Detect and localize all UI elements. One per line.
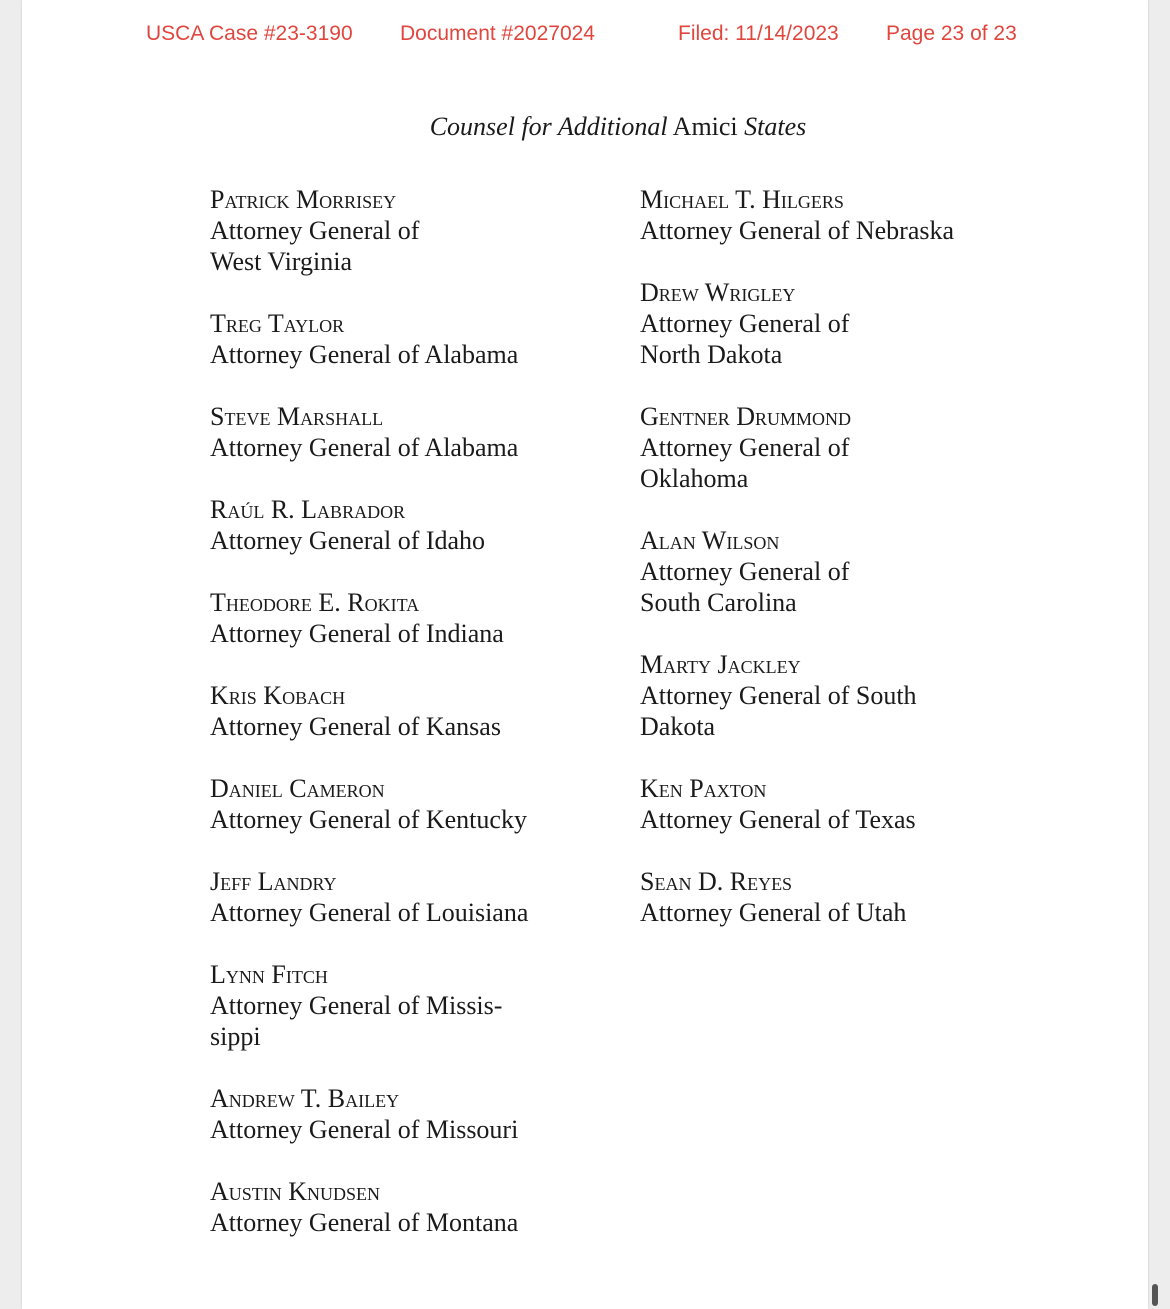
signatory-name: Ken Paxton	[640, 774, 767, 803]
signatory-entry	[640, 401, 1060, 494]
signatory-name: Raúl R. Labrador	[210, 495, 406, 524]
signatory-title: Attorney General of Alabama	[210, 433, 519, 462]
signatory-title: Attorney General of Montana	[210, 1208, 519, 1237]
scrollbar-thumb[interactable]	[1152, 1284, 1158, 1306]
signatory-name: Michael T. Hilgers	[640, 185, 844, 214]
signatory-entry	[640, 649, 1060, 742]
signatory-title: Attorney General of Missouri	[210, 1115, 519, 1144]
document-page	[22, 0, 1148, 1309]
signatory-title: Attorney General of Indiana	[210, 619, 504, 648]
signatory-entry	[640, 525, 1060, 618]
heading-part-1: Counsel for Additional	[429, 112, 668, 141]
signatory-entry	[210, 184, 610, 277]
signatory-entry	[210, 959, 610, 1052]
signatory-entry	[210, 866, 610, 928]
signatory-name: Kris Kobach	[210, 681, 346, 710]
signatory-title: Attorney General of Utah	[640, 898, 907, 927]
signatory-name: Sean D. Reyes	[640, 867, 793, 896]
signatory-name: Theodore E. Rokita	[210, 588, 420, 617]
signatory-name: Gentner Drummond	[640, 402, 852, 431]
signatory-entry	[210, 587, 610, 649]
signatory-title: Attorney General of Missis- sippi	[210, 991, 503, 1051]
signatory-name: Alan Wilson	[640, 526, 780, 555]
signatory-name: Marty Jackley	[640, 650, 801, 679]
signatory-title: Attorney General of Louisiana	[210, 898, 529, 927]
signatory-entry	[210, 773, 610, 835]
signatory-name: Jeff Landry	[210, 867, 337, 896]
signatory-entry	[210, 1176, 610, 1238]
signatory-entry	[210, 401, 610, 463]
signatory-title: Attorney General of Alabama	[210, 340, 519, 369]
signatory-entry	[210, 1083, 610, 1145]
signatory-entry	[640, 866, 1060, 928]
signatory-entry	[210, 680, 610, 742]
signatory-title: Attorney General of Kentucky	[210, 805, 527, 834]
signatory-entry	[210, 308, 610, 370]
signatory-name: Patrick Morrisey	[210, 185, 397, 214]
signatory-title: Attorney General of Oklahoma	[640, 433, 850, 493]
signatory-title: Attorney General of Nebraska	[640, 216, 955, 245]
signatory-name: Daniel Cameron	[210, 774, 385, 803]
section-heading	[22, 112, 1170, 142]
case-number-stamp: USCA Case #23-3190	[146, 22, 353, 45]
signatory-entry	[210, 494, 610, 556]
signatory-title: Attorney General of Idaho	[210, 526, 486, 555]
signatory-name: Austin Knudsen	[210, 1177, 381, 1206]
heading-part-3: States	[744, 112, 807, 141]
signatory-title: Attorney General of South Carolina	[640, 557, 850, 617]
heading-part-2: Amici	[672, 112, 738, 141]
document-number-stamp: Document #2027024	[400, 22, 595, 45]
signatory-entry	[640, 773, 1060, 835]
signatory-title: Attorney General of West Virginia	[210, 216, 420, 276]
signatory-title: Attorney General of Texas	[640, 805, 916, 834]
signatory-name: Drew Wrigley	[640, 278, 796, 307]
left-signatory-column	[210, 184, 610, 1269]
page-number-stamp: Page 23 of 23	[886, 22, 1017, 45]
right-signatory-column	[640, 184, 1060, 959]
signatory-title: Attorney General of Kansas	[210, 712, 501, 741]
signatory-title: Attorney General of North Dakota	[640, 309, 850, 369]
signatory-entry	[640, 184, 1060, 246]
signatory-name: Treg Taylor	[210, 309, 345, 338]
signatory-title: Attorney General of South Dakota	[640, 681, 917, 741]
signatory-name: Steve Marshall	[210, 402, 384, 431]
signatory-entry	[640, 277, 1060, 370]
filed-date-stamp: Filed: 11/14/2023	[678, 22, 839, 45]
signatory-name: Andrew T. Bailey	[210, 1084, 400, 1113]
signatory-name: Lynn Fitch	[210, 960, 328, 989]
